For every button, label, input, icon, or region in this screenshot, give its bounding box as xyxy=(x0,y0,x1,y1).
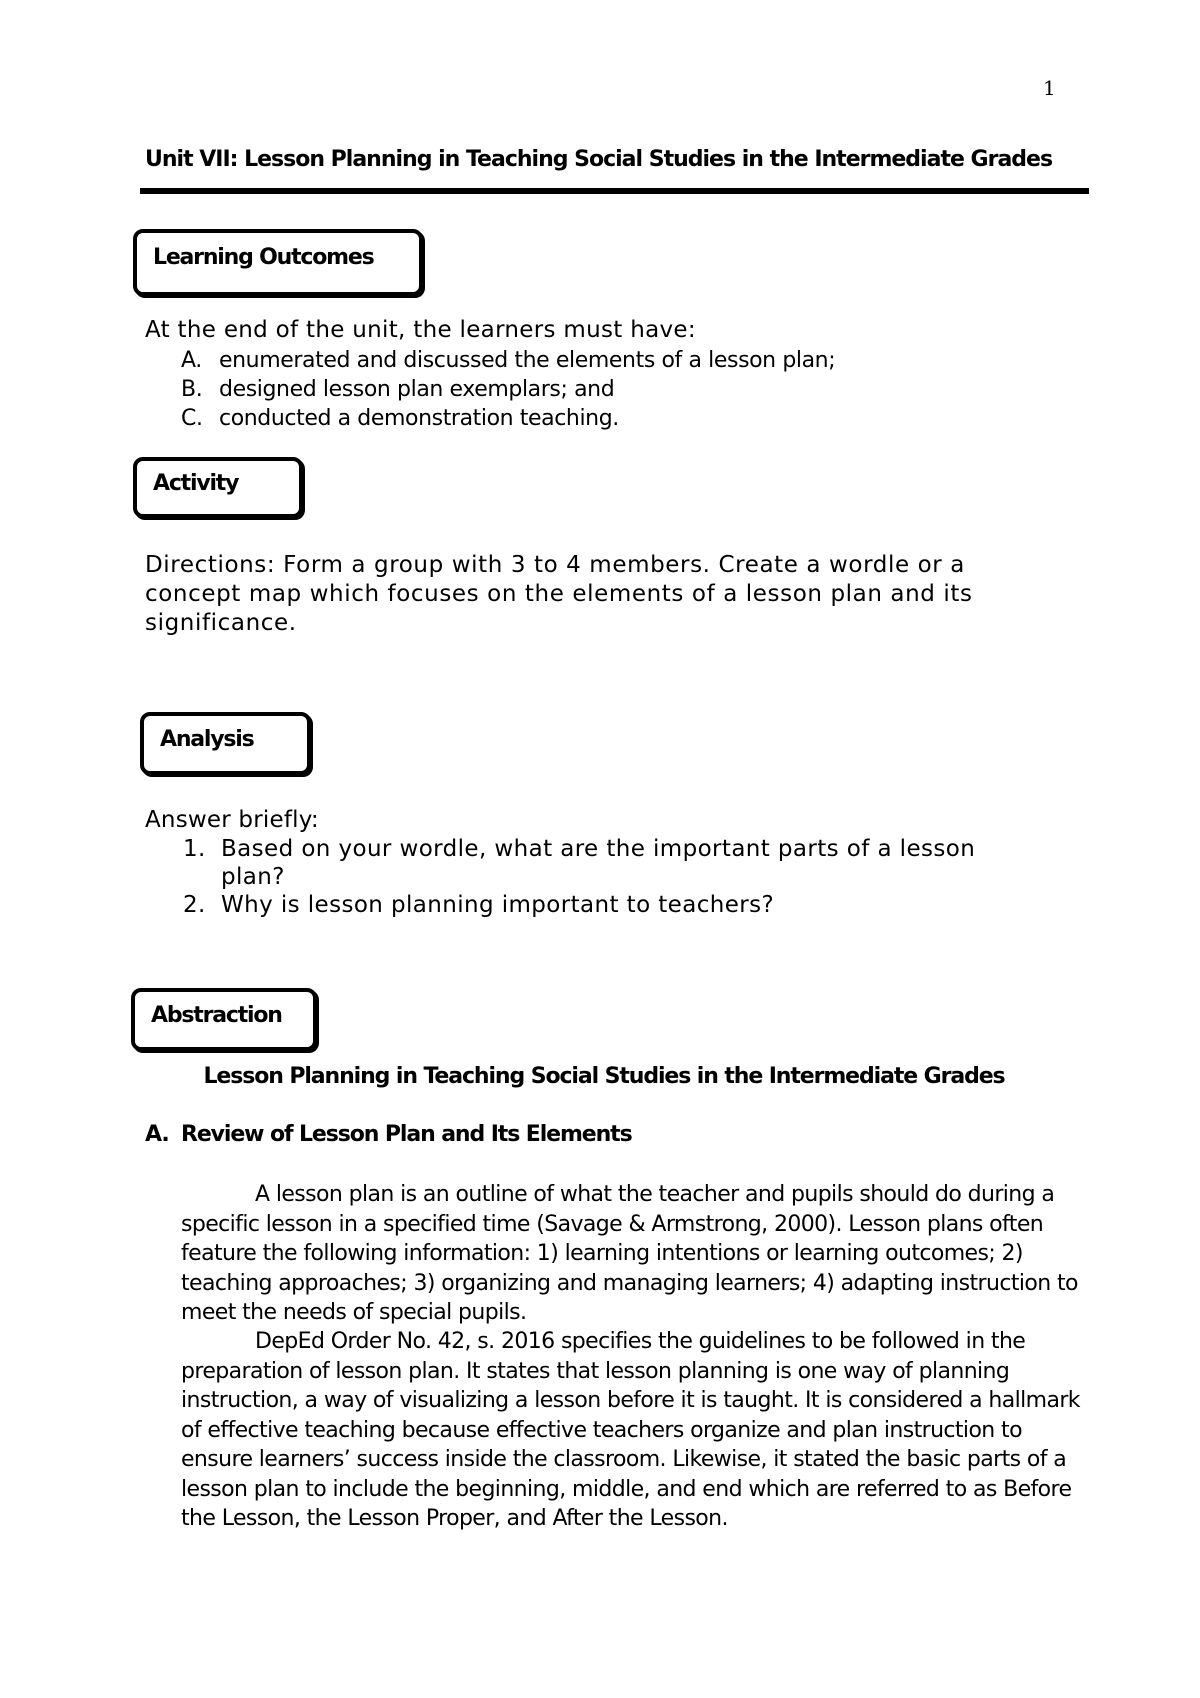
analysis-box xyxy=(140,712,311,775)
list-marker: A. xyxy=(181,348,202,373)
title-divider xyxy=(140,188,1089,194)
list-marker: B. xyxy=(181,377,203,402)
learning-outcomes-list xyxy=(181,346,1061,433)
analysis-question-list xyxy=(183,835,1013,919)
learning-outcomes-label: Learning Outcomes xyxy=(153,245,374,270)
unit-title: Unit VII: Lesson Planning in Teaching Social Studies in the Intermediate Grades xyxy=(145,147,1053,172)
section-a-letter: A. xyxy=(145,1122,169,1147)
activity-box xyxy=(133,457,303,518)
list-item-text: conducted a demonstration teaching. xyxy=(219,406,619,431)
learning-outcomes-intro: At the end of the unit, the learners must have: xyxy=(145,317,696,343)
analysis-intro: Answer briefly: xyxy=(145,807,319,833)
page-number: 1 xyxy=(1043,76,1056,100)
activity-label: Activity xyxy=(153,471,239,496)
list-item xyxy=(183,835,1013,891)
list-item-text: Based on your wordle, what are the important parts of a lesson plan? xyxy=(221,836,976,890)
list-marker: 1. xyxy=(183,836,206,862)
list-marker: C. xyxy=(181,406,203,431)
abstraction-label: Abstraction xyxy=(151,1003,282,1028)
section-a-title: Review of Lesson Plan and Its Elements xyxy=(181,1122,632,1147)
body-paragraph-1: A lesson plan is an outline of what the teacher and pupils should do during a specific lesson in a specified time (Savage & Armstrong, 2000). Lesson plans often feature the following information: 1) learning intentions or learning outcomes; 2) teaching approaches; 3) organizing and managing learners; 4) adapting instruction to meet the needs of special pupils. xyxy=(181,1182,1078,1325)
body-paragraph-2: DepEd Order No. 42, s. 2016 specifies the guidelines to be followed in the preparation of lesson plan. It states that lesson planning is one way of planning instruction, a way of visualizing a lesson before it is taught. It is considered a hallmark of effective teaching because effective teachers organize and plan instruction to ensure learners’ success inside the classroom. Likewise, it stated the basic parts of a lesson plan to include the beginning, middle, and end which are referred to as Before the Lesson, the Lesson Proper, and After the Lesson. xyxy=(181,1329,1080,1531)
activity-directions: Directions: Form a group with 3 to 4 members. Create a wordle or a concept map which focuses on the elements of a lesson plan and its significance. xyxy=(145,552,973,636)
list-item xyxy=(181,404,1061,433)
list-item xyxy=(181,346,1061,375)
list-item-text: designed lesson plan exemplars; and xyxy=(219,377,615,402)
list-marker: 2. xyxy=(183,892,206,918)
list-item-text: Why is lesson planning important to teachers? xyxy=(221,892,775,918)
abstraction-title: Lesson Planning in Teaching Social Studies in the Intermediate Grades xyxy=(203,1064,1005,1089)
abstraction-box xyxy=(131,988,317,1051)
learning-outcomes-box xyxy=(133,229,423,296)
list-item-text: enumerated and discussed the elements of a lesson plan; xyxy=(219,348,836,373)
list-item xyxy=(181,375,1061,404)
section-a-heading xyxy=(145,1122,632,1147)
list-item xyxy=(183,891,1013,919)
analysis-label: Analysis xyxy=(160,727,254,752)
